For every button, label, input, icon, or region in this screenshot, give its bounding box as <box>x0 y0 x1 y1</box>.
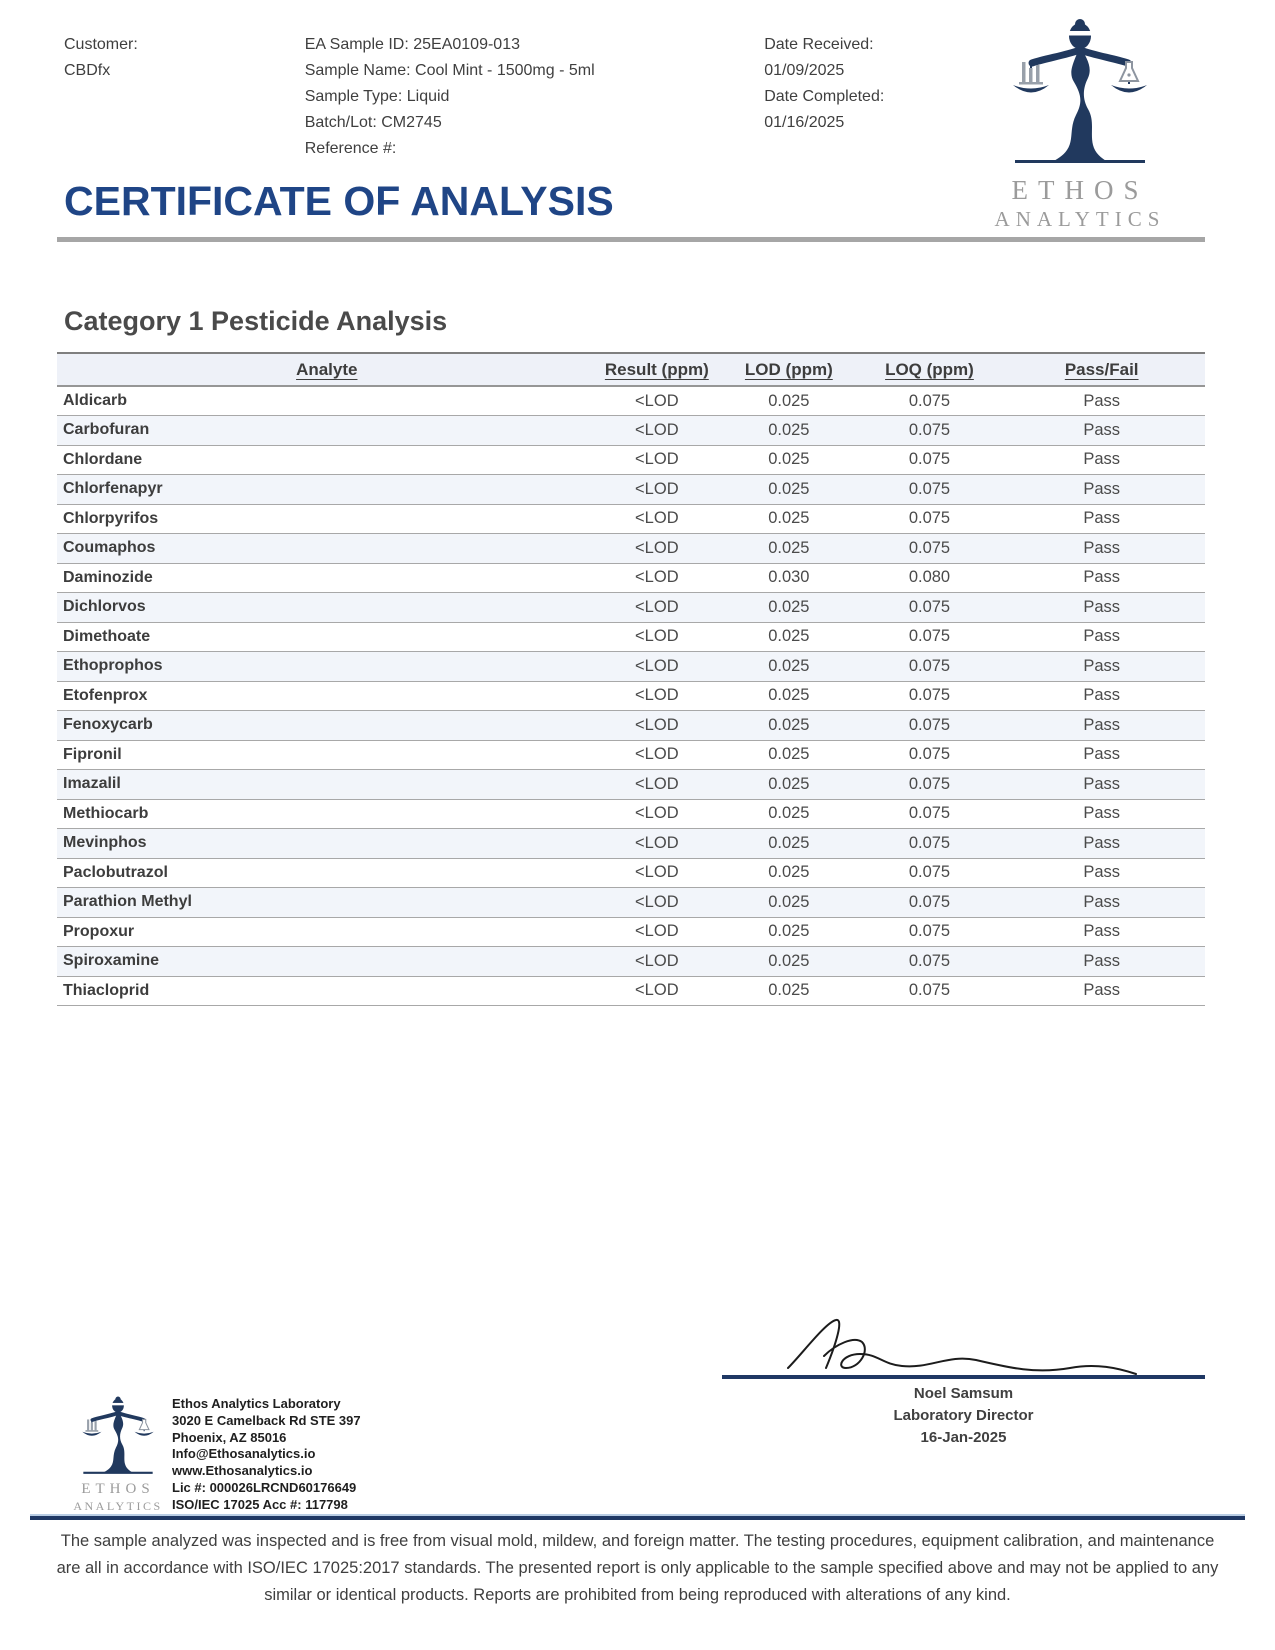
sample-type-line: Sample Type: Liquid <box>304 88 450 105</box>
result-cell: <LOD <box>597 711 718 741</box>
loq-cell: 0.080 <box>861 563 999 593</box>
signatory-title: Laboratory Director <box>893 1407 1034 1424</box>
table-row <box>57 652 1205 682</box>
loq-cell: 0.075 <box>861 829 999 859</box>
date-received-label: Date Received: <box>764 36 874 53</box>
result-cell: <LOD <box>597 534 718 564</box>
lod-cell: 0.025 <box>717 858 861 888</box>
sample-id-line: EA Sample ID: 25EA0109-013 <box>304 36 520 53</box>
loq-cell: 0.075 <box>861 770 999 800</box>
result-cell: <LOD <box>597 504 718 534</box>
analyte-cell: Daminozide <box>57 563 597 593</box>
footer-divider <box>30 1516 1245 1520</box>
table-row <box>57 504 1205 534</box>
lod-cell: 0.025 <box>717 947 861 977</box>
lod-cell: 0.025 <box>717 917 861 947</box>
lab-name: Ethos Analytics Laboratory <box>172 1396 341 1411</box>
table-row <box>57 829 1205 859</box>
signature-line <box>722 1375 1205 1379</box>
loq-cell: 0.075 <box>861 416 999 446</box>
passfail-cell: Pass <box>998 386 1205 416</box>
loq-cell: 0.075 <box>861 858 999 888</box>
lab-info-block <box>172 1396 361 1514</box>
lod-cell: 0.025 <box>717 445 861 475</box>
passfail-cell: Pass <box>998 563 1205 593</box>
logo-word-ethos: ETHOS <box>1011 175 1149 205</box>
footer-logo <box>62 1396 174 1514</box>
customer-name: CBDfx <box>64 62 111 79</box>
loq-cell: 0.075 <box>861 888 999 918</box>
result-cell: <LOD <box>597 475 718 505</box>
loq-cell: 0.075 <box>861 681 999 711</box>
col-header-passfail: Pass/Fail <box>998 353 1205 386</box>
table-row <box>57 386 1205 416</box>
lod-cell: 0.025 <box>717 593 861 623</box>
loq-cell: 0.075 <box>861 947 999 977</box>
lod-cell: 0.025 <box>717 976 861 1006</box>
disclaimer-text: The sample analyzed was inspected and is free from visual mold, mildew, and foreign matter. The testing procedures, equipment calibration, and maintenance are all in accordance with ISO/IEC 17025:2017 standards. The presented report is only applicable to the sample specified above and may not be applied to any similar or identical products. Reports are prohibited from being reproduced with alterations of any kind. <box>56 1532 1219 1604</box>
lod-cell: 0.025 <box>717 770 861 800</box>
analyte-cell: Spiroxamine <box>57 947 597 977</box>
result-cell: <LOD <box>597 947 718 977</box>
lod-cell: 0.025 <box>717 622 861 652</box>
passfail-cell: Pass <box>998 416 1205 446</box>
analyte-cell: Methiocarb <box>57 799 597 829</box>
result-cell: <LOD <box>597 386 718 416</box>
sample-info-block <box>305 32 764 162</box>
passfail-cell: Pass <box>998 593 1205 623</box>
analyte-cell: Coumaphos <box>57 534 597 564</box>
date-received-value: 01/09/2025 <box>764 62 845 79</box>
result-cell: <LOD <box>597 740 718 770</box>
loq-cell: 0.075 <box>861 593 999 623</box>
document-header <box>64 32 964 162</box>
passfail-cell: Pass <box>998 829 1205 859</box>
passfail-cell: Pass <box>998 858 1205 888</box>
loq-cell: 0.075 <box>861 386 999 416</box>
passfail-cell: Pass <box>998 445 1205 475</box>
analyte-cell: Thiacloprid <box>57 976 597 1006</box>
analyte-cell: Chlordane <box>57 445 597 475</box>
result-cell: <LOD <box>597 593 718 623</box>
loq-cell: 0.075 <box>861 534 999 564</box>
analyte-cell: Carbofuran <box>57 416 597 446</box>
passfail-cell: Pass <box>998 888 1205 918</box>
table-row <box>57 563 1205 593</box>
logo-word-analytics: ANALYTICS <box>994 207 1166 231</box>
result-cell: <LOD <box>597 445 718 475</box>
pesticide-table-body <box>57 386 1205 1006</box>
analyte-cell: Mevinphos <box>57 829 597 859</box>
result-cell: <LOD <box>597 563 718 593</box>
passfail-cell: Pass <box>998 534 1205 564</box>
passfail-cell: Pass <box>998 711 1205 741</box>
passfail-cell: Pass <box>998 622 1205 652</box>
table-row <box>57 947 1205 977</box>
analyte-cell: Ethoprophos <box>57 652 597 682</box>
lod-cell: 0.025 <box>717 386 861 416</box>
date-completed-label: Date Completed: <box>764 88 885 105</box>
table-row <box>57 799 1205 829</box>
signatory-date: 16-Jan-2025 <box>920 1429 1007 1446</box>
dates-block <box>764 32 964 162</box>
lod-cell: 0.025 <box>717 799 861 829</box>
footer-logo-word-ethos: ETHOS <box>81 1481 155 1497</box>
lod-cell: 0.025 <box>717 711 861 741</box>
analyte-cell: Fipronil <box>57 740 597 770</box>
lab-iso: ISO/IEC 17025 Acc #: 117798 <box>172 1496 348 1512</box>
lod-cell: 0.025 <box>717 475 861 505</box>
table-row <box>57 858 1205 888</box>
loq-cell: 0.075 <box>861 475 999 505</box>
ethos-analytics-logo <box>975 18 1185 232</box>
table-header-row <box>57 353 1205 386</box>
loq-cell: 0.075 <box>861 445 999 475</box>
signatory-name: Noel Samsum <box>913 1385 1014 1402</box>
table-row <box>57 622 1205 652</box>
table-row <box>57 976 1205 1006</box>
col-header-loq: LOQ (ppm) <box>861 353 999 386</box>
lab-license: Lic #: 000026LRCND60176649 <box>172 1479 357 1495</box>
passfail-cell: Pass <box>998 799 1205 829</box>
col-header-analyte: Analyte <box>57 353 597 386</box>
pesticide-analysis-table <box>57 352 1205 1006</box>
passfail-cell: Pass <box>998 976 1205 1006</box>
lod-cell: 0.030 <box>717 563 861 593</box>
table-row <box>57 888 1205 918</box>
analyte-cell: Chlorfenapyr <box>57 475 597 505</box>
result-cell: <LOD <box>597 416 718 446</box>
passfail-cell: Pass <box>998 770 1205 800</box>
table-row <box>57 770 1205 800</box>
lab-email: Info@Ethosanalytics.io <box>172 1446 316 1462</box>
lod-cell: 0.025 <box>717 888 861 918</box>
lady-justice-scales-icon <box>975 18 1185 168</box>
lod-cell: 0.025 <box>717 740 861 770</box>
customer-block <box>64 32 305 162</box>
lod-cell: 0.025 <box>717 681 861 711</box>
passfail-cell: Pass <box>998 504 1205 534</box>
analyte-cell: Parathion Methyl <box>57 888 597 918</box>
result-cell: <LOD <box>597 976 718 1006</box>
table-row <box>57 475 1205 505</box>
loq-cell: 0.075 <box>861 799 999 829</box>
result-cell: <LOD <box>597 799 718 829</box>
col-header-lod: LOD (ppm) <box>717 353 861 386</box>
analyte-cell: Chlorpyrifos <box>57 504 597 534</box>
result-cell: <LOD <box>597 917 718 947</box>
loq-cell: 0.075 <box>861 504 999 534</box>
passfail-cell: Pass <box>998 475 1205 505</box>
table-row <box>57 593 1205 623</box>
lady-justice-scales-icon <box>62 1396 174 1476</box>
result-cell: <LOD <box>597 681 718 711</box>
lab-website: www.Ethosanalytics.io <box>172 1463 313 1479</box>
analyte-cell: Dichlorvos <box>57 593 597 623</box>
analyte-cell: Propoxur <box>57 917 597 947</box>
analyte-cell: Imazalil <box>57 770 597 800</box>
loq-cell: 0.075 <box>861 711 999 741</box>
passfail-cell: Pass <box>998 740 1205 770</box>
lod-cell: 0.025 <box>717 652 861 682</box>
batch-lot-line: Batch/Lot: CM2745 <box>304 114 442 131</box>
sample-name-line: Sample Name: Cool Mint - 1500mg - 5ml <box>304 62 595 79</box>
analyte-cell: Aldicarb <box>57 386 597 416</box>
analyte-cell: Fenoxycarb <box>57 711 597 741</box>
table-row <box>57 711 1205 741</box>
reference-line: Reference #: <box>304 140 397 157</box>
lod-cell: 0.025 <box>717 504 861 534</box>
date-completed-value: 01/16/2025 <box>764 114 845 131</box>
passfail-cell: Pass <box>998 681 1205 711</box>
lab-address-street: 3020 E Camelback Rd STE 397 <box>172 1412 361 1428</box>
result-cell: <LOD <box>597 829 718 859</box>
passfail-cell: Pass <box>998 947 1205 977</box>
passfail-cell: Pass <box>998 917 1205 947</box>
result-cell: <LOD <box>597 858 718 888</box>
table-row <box>57 740 1205 770</box>
table-row <box>57 416 1205 446</box>
result-cell: <LOD <box>597 652 718 682</box>
table-row <box>57 917 1205 947</box>
analyte-cell: Etofenprox <box>57 681 597 711</box>
table-row <box>57 681 1205 711</box>
passfail-cell: Pass <box>998 652 1205 682</box>
title-divider <box>57 237 1205 242</box>
table-row <box>57 534 1205 564</box>
loq-cell: 0.075 <box>861 652 999 682</box>
loq-cell: 0.075 <box>861 622 999 652</box>
page-title: CERTIFICATE OF ANALYSIS <box>64 178 614 224</box>
lod-cell: 0.025 <box>717 534 861 564</box>
footer-logo-word-analytics: ANALYTICS <box>73 1499 163 1513</box>
customer-label: Customer: <box>64 36 138 53</box>
handwritten-signature <box>780 1316 1150 1378</box>
col-header-result: Result (ppm) <box>597 353 718 386</box>
lab-address-city: Phoenix, AZ 85016 <box>172 1429 287 1445</box>
signatory-block <box>722 1383 1205 1449</box>
result-cell: <LOD <box>597 770 718 800</box>
analyte-cell: Dimethoate <box>57 622 597 652</box>
result-cell: <LOD <box>597 622 718 652</box>
lod-cell: 0.025 <box>717 829 861 859</box>
analyte-cell: Paclobutrazol <box>57 858 597 888</box>
loq-cell: 0.075 <box>861 740 999 770</box>
section-heading: Category 1 Pesticide Analysis <box>64 306 448 336</box>
table-row <box>57 445 1205 475</box>
loq-cell: 0.075 <box>861 976 999 1006</box>
lod-cell: 0.025 <box>717 416 861 446</box>
loq-cell: 0.075 <box>861 917 999 947</box>
result-cell: <LOD <box>597 888 718 918</box>
